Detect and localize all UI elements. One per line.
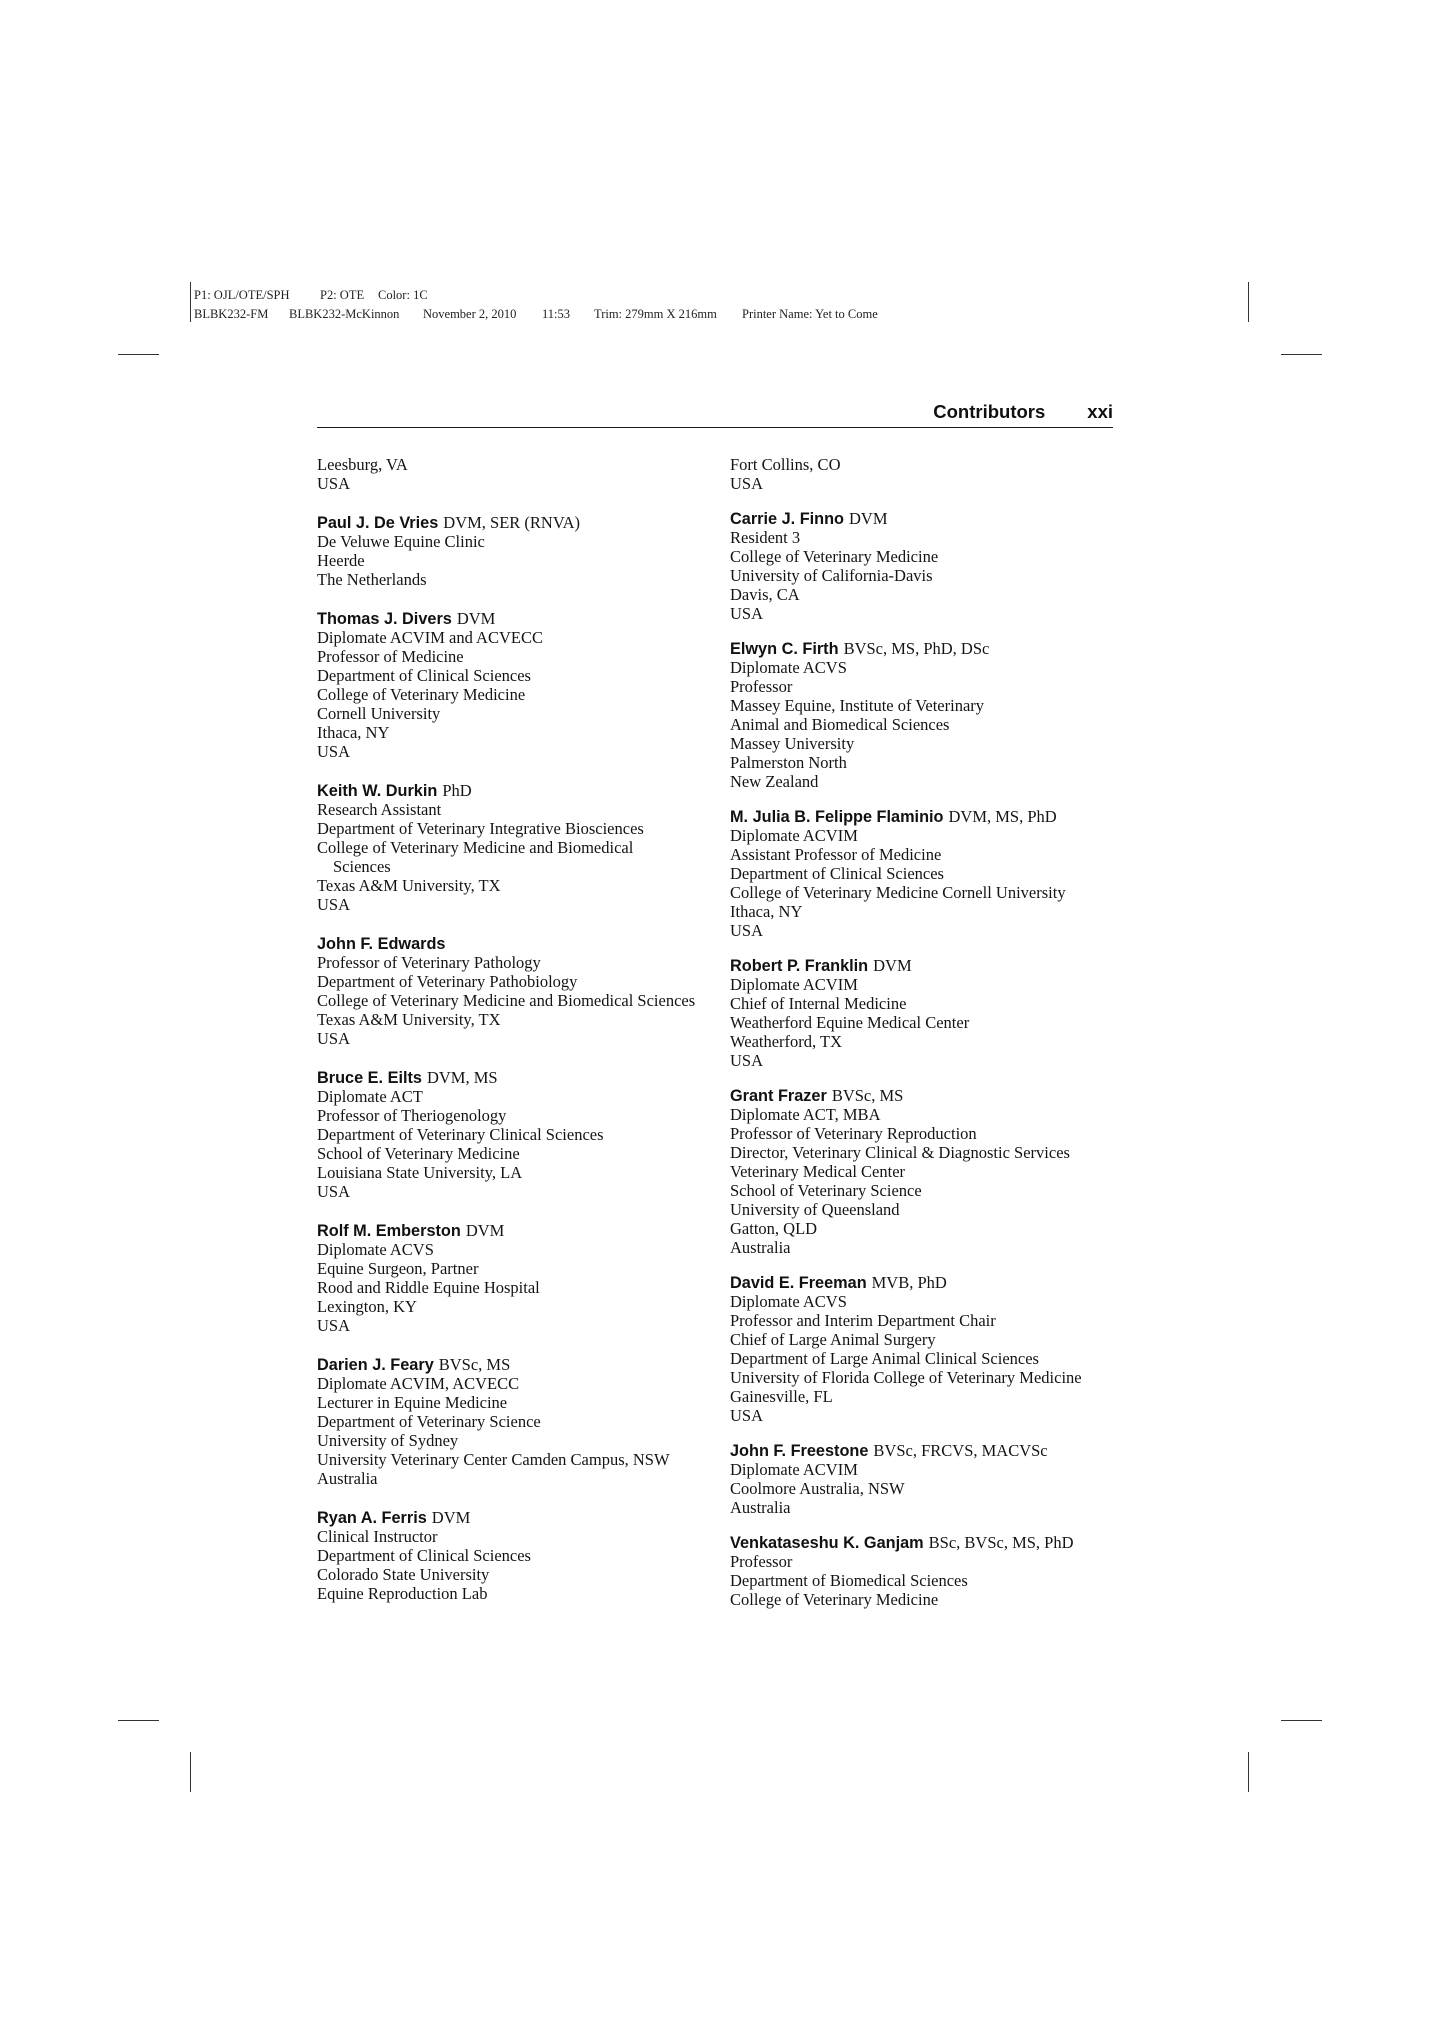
affiliation-line: USA	[317, 1316, 351, 1335]
affiliation-line: Clinical Instructor	[317, 1527, 438, 1546]
contributor-entry	[730, 455, 1115, 493]
affiliation-line: Heerde	[317, 551, 365, 570]
trim-mark-top-right	[1248, 282, 1249, 322]
affiliation-line: USA	[317, 1029, 351, 1048]
affiliation-line: Colorado State University	[317, 1565, 490, 1584]
contributor-entry	[730, 509, 1115, 623]
affiliation-line: Diplomate ACVS	[730, 658, 847, 677]
affiliation-line: Lecturer in Equine Medicine	[317, 1393, 508, 1412]
affiliation-line: The Netherlands	[317, 570, 427, 589]
running-head-rule	[317, 427, 1113, 428]
contributor-entry	[317, 1355, 722, 1488]
affiliation-line: Professor of Theriogenology	[317, 1106, 507, 1125]
affiliation-line: Department of Large Animal Clinical Sciences	[730, 1349, 1039, 1368]
slug-date: November 2, 2010	[423, 307, 517, 321]
affiliation-line: USA	[317, 474, 351, 493]
affiliation-line: Professor of Veterinary Reproduction	[730, 1124, 977, 1143]
contributor-heading	[317, 1508, 722, 1527]
affiliation-line: Australia	[730, 1238, 791, 1257]
slug-proof-1: P1: OJL/OTE/SPH	[194, 288, 290, 302]
contributor-heading	[730, 1273, 1115, 1292]
contributor-entry	[317, 1221, 722, 1335]
contributor-heading	[730, 509, 1115, 528]
contributor-entry	[730, 1533, 1115, 1609]
affiliation-line: Equine Reproduction Lab	[317, 1584, 488, 1603]
contributor-heading	[730, 1086, 1115, 1105]
contributors-column-left	[317, 455, 722, 1603]
affiliation-line: Director, Veterinary Clinical & Diagnostic Services	[730, 1143, 1070, 1162]
contributor-entry	[317, 1068, 722, 1201]
affiliation-line: De Veluwe Equine Clinic	[317, 532, 485, 551]
contributor-name: Grant Frazer	[730, 1087, 827, 1105]
crop-mark-bottom-left	[118, 1720, 159, 1721]
affiliation-line: College of Veterinary Medicine	[317, 685, 526, 704]
affiliation-line: Professor and Interim Department Chair	[730, 1311, 996, 1330]
contributors-column-right	[730, 455, 1115, 1609]
contributor-heading	[317, 781, 722, 800]
contributor-name: Venkataseshu K. Ganjam	[730, 1534, 924, 1552]
affiliation-line: Ithaca, NY	[730, 902, 803, 921]
slug-time: 11:53	[542, 307, 571, 321]
contributor-heading	[730, 639, 1115, 658]
affiliation-line: Ithaca, NY	[317, 723, 390, 742]
affiliation-line: Lexington, KY	[317, 1297, 417, 1316]
affiliation-line: Diplomate ACVIM and ACVECC	[317, 628, 543, 647]
contributor-name: Robert P. Franklin	[730, 957, 869, 975]
affiliation-line: University of Queensland	[730, 1200, 900, 1219]
contributor-credentials: BSc, BVSc, MS, PhD	[928, 1533, 1074, 1552]
affiliation-line: University Veterinary Center Camden Campus, NSW	[317, 1450, 670, 1469]
affiliation-line: Massey University	[730, 734, 855, 753]
affiliation-line: USA	[730, 1406, 764, 1425]
contributor-name: Thomas J. Divers	[317, 610, 452, 628]
affiliation-line: Weatherford, TX	[730, 1032, 842, 1051]
slug-color: Color: 1C	[378, 288, 428, 302]
affiliation-line: Animal and Biomedical Sciences	[730, 715, 950, 734]
contributor-credentials: DVM, MS	[426, 1068, 498, 1087]
affiliation-line: Diplomate ACVIM, ACVECC	[317, 1374, 520, 1393]
affiliation-line: Professor	[730, 677, 793, 696]
affiliation-line: Professor	[730, 1552, 793, 1571]
slug-trim-size: Trim: 279mm X 216mm	[594, 307, 717, 321]
affiliation-line: Palmerston North	[730, 753, 847, 772]
affiliation-line: Department of Clinical Sciences	[730, 864, 944, 883]
affiliation-line: USA	[317, 742, 351, 761]
contributor-heading	[317, 513, 722, 532]
affiliation-line: Cornell University	[317, 704, 441, 723]
affiliation-line: USA	[730, 921, 764, 940]
page-number: xxi	[1087, 401, 1113, 422]
affiliation-line: Department of Clinical Sciences	[317, 1546, 531, 1565]
affiliation-line: Texas A&M University, TX	[317, 876, 501, 895]
contributor-credentials: DVM	[873, 956, 912, 975]
affiliation-line: Equine Surgeon, Partner	[317, 1259, 479, 1278]
contributor-entry	[730, 807, 1115, 940]
crop-mark-top-left	[118, 354, 159, 355]
contributor-credentials: BVSc, MS	[831, 1086, 904, 1105]
contributor-credentials: DVM	[849, 509, 888, 528]
crop-mark-top-right	[1281, 354, 1322, 355]
contributor-heading	[317, 1355, 722, 1374]
affiliation-line: USA	[317, 895, 351, 914]
contributor-heading	[317, 1068, 722, 1087]
trim-mark-bottom-left	[190, 1752, 191, 1792]
contributor-entry	[317, 1508, 722, 1603]
running-head-title: Contributors	[933, 401, 1046, 422]
affiliation-line: Diplomate ACVIM	[730, 975, 858, 994]
contributor-entry	[317, 934, 722, 1048]
affiliation-line: Fort Collins, CO	[730, 455, 841, 474]
contributor-entry	[317, 513, 722, 589]
affiliation-line: Chief of Internal Medicine	[730, 994, 907, 1013]
contributor-heading	[730, 956, 1115, 975]
affiliation-line: Department of Veterinary Science	[317, 1412, 541, 1431]
affiliation-line: Australia	[317, 1469, 378, 1488]
affiliation-line: Massey Equine, Institute of Veterinary	[730, 696, 985, 715]
affiliation-line: Leesburg, VA	[317, 455, 408, 474]
affiliation-line: USA	[317, 1182, 351, 1201]
affiliation-line: Department of Veterinary Clinical Sciences	[317, 1125, 604, 1144]
affiliation-line: Australia	[730, 1498, 791, 1517]
affiliation-line: Gatton, QLD	[730, 1219, 818, 1238]
contributor-name: John F. Freestone	[730, 1442, 869, 1460]
affiliation-line: Diplomate ACVIM	[730, 826, 858, 845]
affiliation-line: Professor of Medicine	[317, 647, 464, 666]
running-head	[933, 401, 1113, 423]
contributor-name: David E. Freeman	[730, 1274, 867, 1292]
affiliation-line: Diplomate ACT, MBA	[730, 1105, 881, 1124]
affiliation-line: College of Veterinary Medicine	[730, 547, 939, 566]
contributor-entry	[730, 956, 1115, 1070]
contributor-name: Keith W. Durkin	[317, 782, 438, 800]
affiliation-line: College of Veterinary Medicine and Biomedical	[317, 838, 634, 857]
affiliation-line: Resident 3	[730, 528, 801, 547]
affiliation-line: New Zealand	[730, 772, 819, 791]
contributor-name: Rolf M. Emberston	[317, 1222, 461, 1240]
slug-proof-2: P2: OTE	[320, 288, 365, 302]
trim-mark-bottom-right	[1248, 1752, 1249, 1792]
contributor-heading	[730, 807, 1115, 826]
contributor-credentials: DVM	[465, 1221, 505, 1240]
affiliation-line: College of Veterinary Medicine Cornell University	[730, 883, 1066, 902]
affiliation-line: Diplomate ACVIM	[730, 1460, 858, 1479]
affiliation-line: USA	[730, 1051, 764, 1070]
contributor-name: Paul J. De Vries	[317, 514, 439, 532]
contributor-entry	[317, 781, 722, 914]
affiliation-line: University of California-Davis	[730, 566, 933, 585]
contributor-heading	[730, 1441, 1115, 1460]
contributor-credentials: PhD	[442, 781, 472, 800]
affiliation-line: Department of Clinical Sciences	[317, 666, 531, 685]
contributor-credentials: BVSc, MS, PhD, DSc	[843, 639, 990, 658]
affiliation-line: Department of Veterinary Pathobiology	[317, 972, 578, 991]
affiliation-line: Diplomate ACT	[317, 1087, 423, 1106]
affiliation-line: USA	[730, 604, 764, 623]
affiliation-line: Assistant Professor of Medicine	[730, 845, 942, 864]
affiliation-line: College of Veterinary Medicine	[730, 1590, 939, 1609]
slug-book-code: BLBK232-McKinnon	[289, 307, 400, 321]
affiliation-line: Chief of Large Animal Surgery	[730, 1330, 936, 1349]
contributor-credentials: BVSc, MS	[438, 1355, 511, 1374]
affiliation-line: Rood and Riddle Equine Hospital	[317, 1278, 540, 1297]
contributor-heading	[730, 1533, 1115, 1552]
affiliation-line: Texas A&M University, TX	[317, 1010, 501, 1029]
contributor-name: Carrie J. Finno	[730, 510, 844, 528]
affiliation-line: School of Veterinary Science	[730, 1181, 922, 1200]
slug-file-code: BLBK232-FM	[194, 307, 269, 321]
contributor-name: M. Julia B. Felippe Flaminio	[730, 808, 944, 826]
affiliation-line: Department of Biomedical Sciences	[730, 1571, 968, 1590]
contributor-name: Elwyn C. Firth	[730, 640, 839, 658]
affiliation-line: Sciences	[333, 857, 391, 876]
slug-printer-name: Printer Name: Yet to Come	[742, 307, 878, 321]
affiliation-line: Gainesville, FL	[730, 1387, 833, 1406]
crop-mark-bottom-right	[1281, 1720, 1322, 1721]
contributor-credentials: DVM	[456, 609, 496, 628]
contributor-entry	[730, 1086, 1115, 1257]
contributor-credentials: DVM, MS, PhD	[948, 807, 1057, 826]
affiliation-line: Veterinary Medical Center	[730, 1162, 906, 1181]
contributor-entry	[730, 639, 1115, 791]
contributor-name: Darien J. Feary	[317, 1356, 434, 1374]
affiliation-line: School of Veterinary Medicine	[317, 1144, 520, 1163]
contributor-name: Ryan A. Ferris	[317, 1509, 427, 1527]
contributor-credentials: DVM, SER (RNVA)	[443, 513, 581, 532]
affiliation-line: Davis, CA	[730, 585, 800, 604]
trim-mark-top-left	[190, 282, 191, 322]
contributor-credentials: MVB, PhD	[871, 1273, 947, 1292]
contributor-name: Bruce E. Eilts	[317, 1069, 422, 1087]
affiliation-line: Research Assistant	[317, 800, 442, 819]
contributor-credentials: DVM	[431, 1508, 471, 1527]
affiliation-line: Coolmore Australia, NSW	[730, 1479, 905, 1498]
contributor-name: John F. Edwards	[317, 935, 446, 953]
affiliation-line: Diplomate ACVS	[317, 1240, 434, 1259]
affiliation-line: Weatherford Equine Medical Center	[730, 1013, 970, 1032]
affiliation-line: College of Veterinary Medicine and Biomedical Sciences	[317, 991, 696, 1010]
affiliation-line: Professor of Veterinary Pathology	[317, 953, 541, 972]
affiliation-line: Louisiana State University, LA	[317, 1163, 523, 1182]
affiliation-line: USA	[730, 474, 764, 493]
affiliation-line: University of Florida College of Veterinary Medicine	[730, 1368, 1082, 1387]
contributor-entry	[730, 1441, 1115, 1517]
affiliation-line: Diplomate ACVS	[730, 1292, 847, 1311]
affiliation-line: Department of Veterinary Integrative Biosciences	[317, 819, 644, 838]
contributor-heading	[317, 609, 722, 628]
contributor-credentials: BVSc, FRCVS, MACVSc	[873, 1441, 1048, 1460]
contributor-entry	[730, 1273, 1115, 1425]
contributor-heading	[317, 934, 722, 953]
affiliation-line: University of Sydney	[317, 1431, 459, 1450]
contributor-heading	[317, 1221, 722, 1240]
contributor-entry	[317, 455, 722, 493]
contributor-entry	[317, 609, 722, 761]
